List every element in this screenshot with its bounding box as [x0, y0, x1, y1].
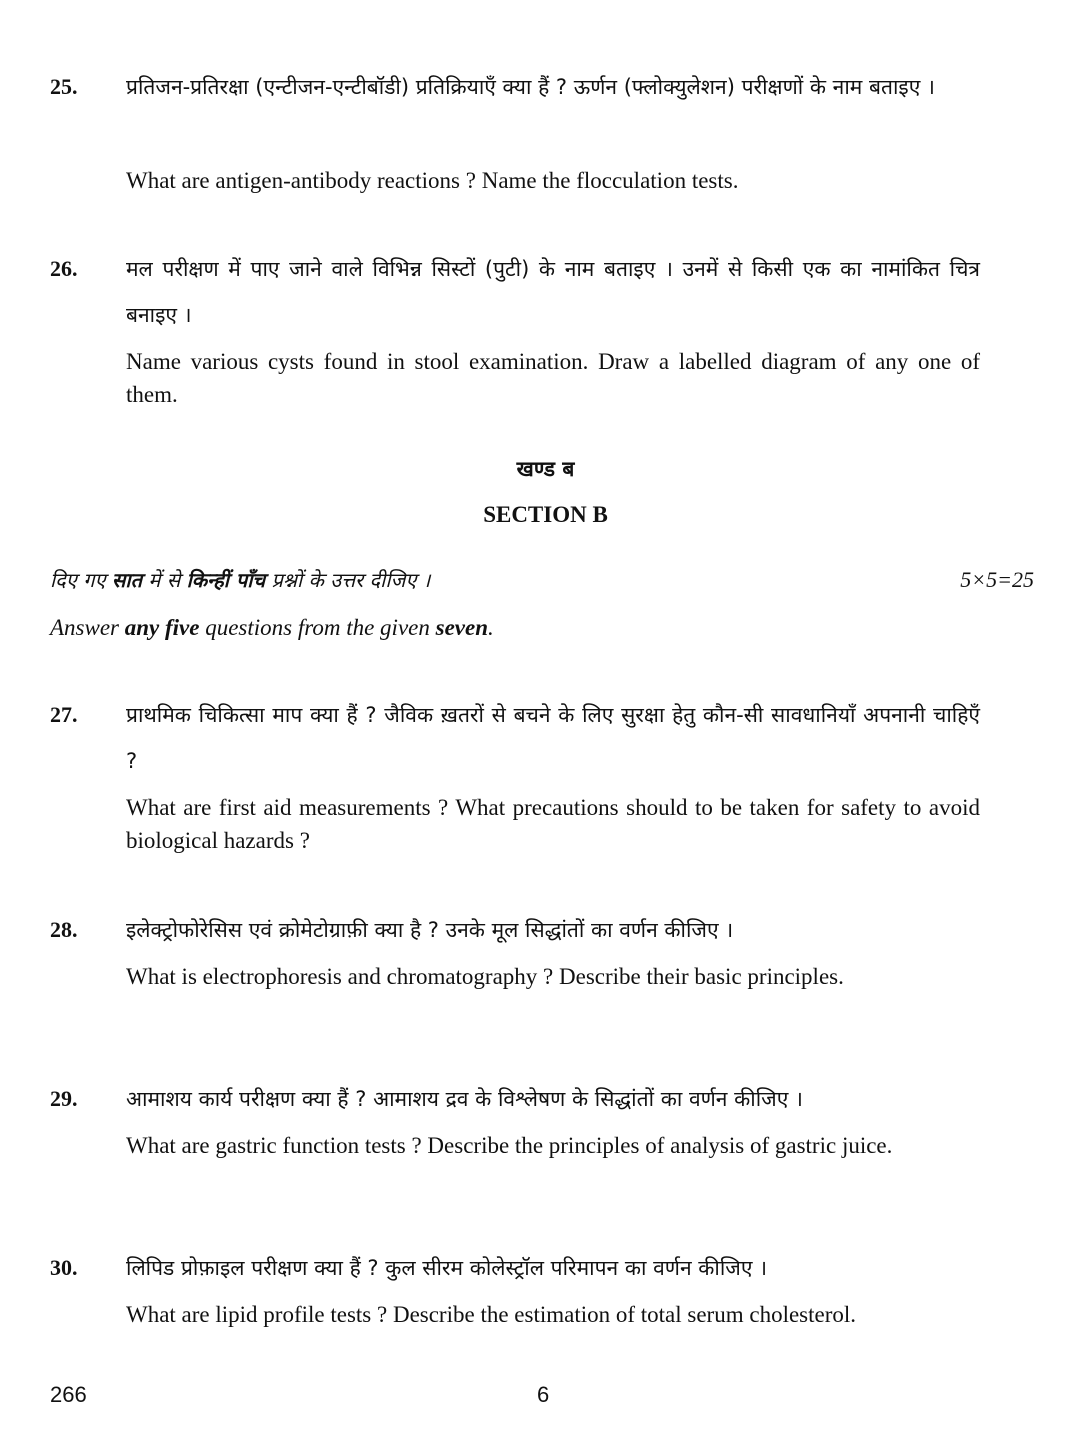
- paper-code: 266: [50, 1382, 87, 1407]
- question-text-hindi: मल परीक्षण में पाए जाने वाले विभिन्न सिस्टों (पुटी) के नाम बताइए । उनमें से किसी एक का नामांकित चित्र बनाइए ।: [126, 257, 980, 327]
- question-number: 27.: [50, 702, 78, 727]
- question-text-english: What are lipid profile tests ? Describe the estimation of total serum cholesterol.: [126, 1302, 857, 1327]
- question-text-english: Name various cysts found in stool examination. Draw a labelled diagram of any one of them.: [126, 349, 980, 407]
- section-title-hindi: खण्ड ब: [516, 457, 575, 481]
- instruction-english: Answer any five questions from the given seven.: [50, 615, 494, 640]
- question-text-hindi: आमाशय कार्य परीक्षण क्या हैं ? आमाशय द्रव के विश्लेषण के सिद्धांतों का वर्णन कीजिए ।: [126, 1087, 803, 1111]
- question-number: 28.: [50, 917, 78, 942]
- question-number: 30.: [50, 1255, 78, 1280]
- question-text-english: What is electrophoresis and chromatography ? Describe their basic principles.: [126, 964, 844, 989]
- question-text-hindi: इलेक्ट्रोफोरेसिस एवं क्रोमेटोग्राफ़ी क्या है ? उनके मूल सिद्धांतों का वर्णन कीजिए ।: [126, 918, 734, 942]
- question-text-hindi: प्राथमिक चिकित्सा माप क्या हैं ? जैविक ख़तरों से बचने के लिए सुरक्षा हेतु कौन-सी सावधानियाँ अपनानी चाहिएँ ?: [126, 703, 980, 773]
- question-number: 26.: [50, 256, 78, 281]
- question-text-hindi: लिपिड प्रोफ़ाइल परीक्षण क्या हैं ? कुल सीरम कोलेस्ट्रॉल परिमापन का वर्णन कीजिए ।: [126, 1256, 768, 1280]
- page-number: 6: [537, 1382, 550, 1407]
- question-text-english: What are antigen-antibody reactions ? Name the flocculation tests.: [126, 168, 739, 193]
- marks-allocation: 5×5=25: [960, 567, 1034, 592]
- question-text-hindi: प्रतिजन-प्रतिरक्षा (एन्टीजन-एन्टीबॉडी) प्रतिक्रियाएँ क्या हैं ? ऊर्णन (फ्लोक्युलेशन) परीक्षणों के नाम बताइए ।: [126, 75, 935, 99]
- question-number: 29.: [50, 1086, 78, 1111]
- question-number: 25.: [50, 74, 78, 99]
- section-title-english: SECTION B: [483, 502, 608, 527]
- question-text-english: What are first aid measurements ? What precautions should to be taken for safety to avoid biological hazards ?: [126, 795, 980, 853]
- question-text-english: What are gastric function tests ? Describe the principles of analysis of gastric juice.: [126, 1133, 893, 1158]
- instruction-hindi: दिए गए सात में से किन्हीं पाँच प्रश्नों के उत्तर दीजिए ।: [50, 568, 431, 592]
